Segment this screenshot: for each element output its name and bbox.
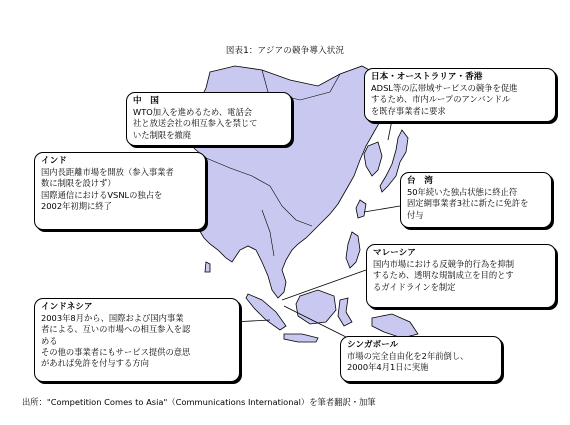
indonesia-callout-text: 2003年8月から、国際および国内事業 者による、互いの市場への相互参入を認 める その他の事業者にもサービス提供の意思 があれば免許を付与する方向 <box>41 313 191 369</box>
sumatra-land <box>246 294 286 330</box>
japan-australia-hongkong-callout-text: ADSL等の広帯域サービスの競争を促進 するため、市内ループのアンバンドル を既存事業者に要求 <box>371 83 518 116</box>
singapore-callout <box>340 336 502 382</box>
sri-lanka-land <box>205 262 210 272</box>
taiwan-callout <box>400 172 552 228</box>
korea-land <box>364 142 382 176</box>
taiwan-land <box>356 200 366 218</box>
japan-australia-hongkong-callout <box>364 68 556 122</box>
pointer-taiwan <box>364 206 400 212</box>
india-callout <box>34 152 206 230</box>
indonesia-callout <box>34 298 240 382</box>
india-callout-text: 国内長距離市場を開放（参入事業者 数に制限を設けず） 国際通信におけるVSNLの独占を 2002年初期に終了 <box>41 167 174 211</box>
malaysia-callout-name: マレーシア <box>373 248 416 258</box>
source-note: 出所："Competition Comes to Asia"（Communications International）を筆者翻訳・加筆 <box>22 397 376 407</box>
japan-australia-hongkong-callout-name: 日本・オーストラリア・香港 <box>371 72 483 82</box>
java-land <box>284 334 318 342</box>
map-title: 図表1：アジアの競争導入状況 <box>225 46 345 56</box>
pointer-japan <box>388 120 392 140</box>
singapore-callout-text: 市場の完全自由化を2年前倒し、 2000年4月1日に実施 <box>347 351 469 373</box>
singapore-callout-name: シンガポール <box>347 340 399 350</box>
sulawesi-land <box>338 298 352 326</box>
india-callout-name: インド <box>41 156 67 166</box>
china-callout-text: WTO加入を進めるため、電話会 社と放送会社の相互参入を禁じて いた制限を撤廃 <box>133 107 258 140</box>
taiwan-callout-name: 台 湾 <box>407 176 433 186</box>
indonesia-callout-name: インドネシア <box>41 302 93 312</box>
malaysia-callout-text: 国内市場における反競争的行為を抑制 するため、透明な規制成立を目的とす るガイドラインを制定 <box>373 259 515 292</box>
philippines-land <box>346 232 360 268</box>
china-callout-name: 中 国 <box>133 96 159 106</box>
china-callout <box>126 92 292 146</box>
new-guinea-land <box>372 314 418 338</box>
taiwan-callout-text: 50年続いた独占状態に終止符 固定網事業者3社に新たに免許を 付与 <box>407 187 529 220</box>
malaysia-callout <box>366 244 556 308</box>
borneo-land <box>296 290 336 324</box>
